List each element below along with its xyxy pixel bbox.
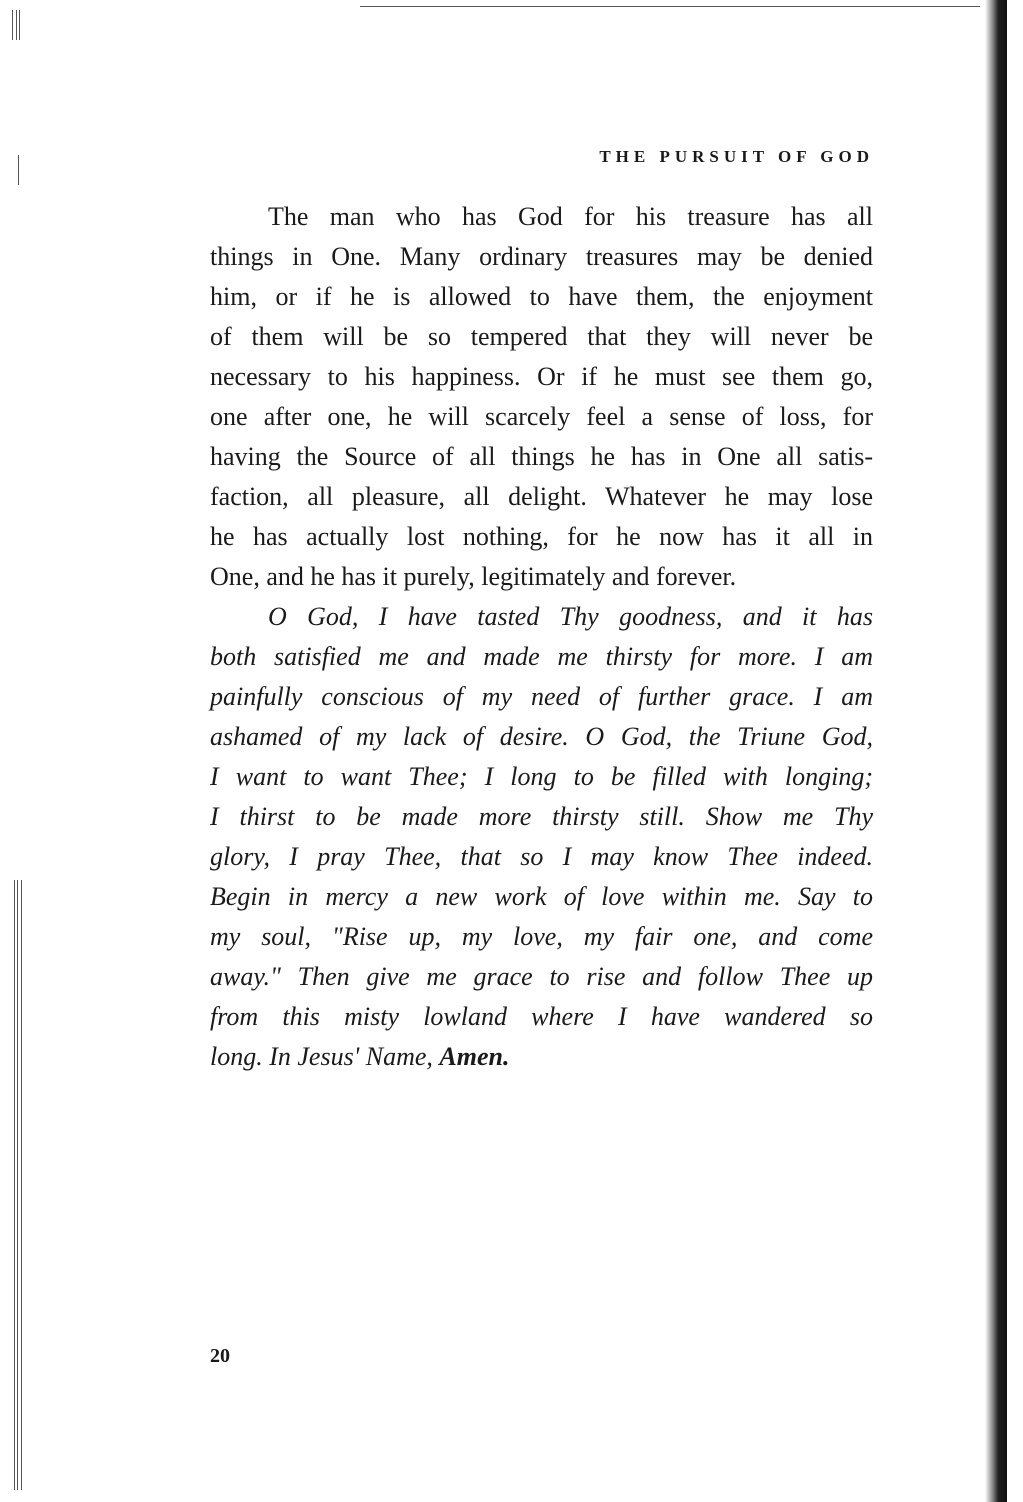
prayer-line: my soul, "Rise up, my love, my fair one, and come <box>210 922 873 951</box>
prayer-closing: Amen. <box>439 1042 510 1071</box>
prayer-line: ashamed of my lack of desire. O God, the Triune God, <box>210 722 873 751</box>
prayer-line: I thirst to be made more thirsty still. Show me Thy <box>210 802 873 831</box>
scan-margin <box>1007 0 1023 1502</box>
text-line: necessary to his happiness. Or if he must see them go, <box>210 362 873 391</box>
text-line: he has actually lost nothing, for he now has it all in <box>210 522 873 551</box>
prayer-line: I want to want Thee; I long to be filled with longing; <box>210 762 873 791</box>
text-line: things in One. Many ordinary treasures may be denied <box>210 242 873 271</box>
text-line: of them will be so tempered that they will never be <box>210 322 873 351</box>
prayer-line: Begin in mercy a new work of love within me. Say to <box>210 882 873 911</box>
text-line: him, or if he is allowed to have them, the enjoyment <box>210 282 873 311</box>
page-binding-shadow <box>985 0 1007 1502</box>
text-line: faction, all pleasure, all delight. Whatever he may lose <box>210 482 873 511</box>
prayer-line: both satisfied me and made me thirsty for more. I am <box>210 642 873 671</box>
prayer-line: away." Then give me grace to rise and follow Thee up <box>210 962 873 991</box>
scan-edge-mark <box>8 155 24 185</box>
page-number: 20 <box>210 1345 230 1367</box>
scan-top-rule <box>360 6 980 7</box>
body-text <box>210 197 873 1077</box>
prayer-line: glory, I pray Thee, that so I may know Thee indeed. <box>210 842 873 871</box>
text-line: having the Source of all things he has in One all satis- <box>210 442 873 471</box>
prayer-line: long. In Jesus' Name, <box>210 1042 433 1071</box>
text-line: one after one, he will scarcely feel a sense of loss, for <box>210 402 873 431</box>
prayer-line: painfully conscious of my need of further grace. I am <box>210 682 873 711</box>
scan-edge-mark <box>8 880 24 1490</box>
prayer-paragraph <box>210 597 873 1077</box>
prayer-line: O God, I have tasted Thy goodness, and it has <box>268 602 873 631</box>
running-head: THE PURSUIT OF GOD <box>599 147 874 166</box>
text-line: The man who has God for his treasure has all <box>268 202 873 231</box>
paragraph <box>210 197 873 597</box>
prayer-line: from this misty lowland where I have wandered so <box>210 1002 873 1031</box>
text-line: One, and he has it purely, legitimately and forever. <box>210 562 737 591</box>
scan-edge-mark <box>8 10 24 40</box>
prayer-last-line <box>210 1037 873 1077</box>
